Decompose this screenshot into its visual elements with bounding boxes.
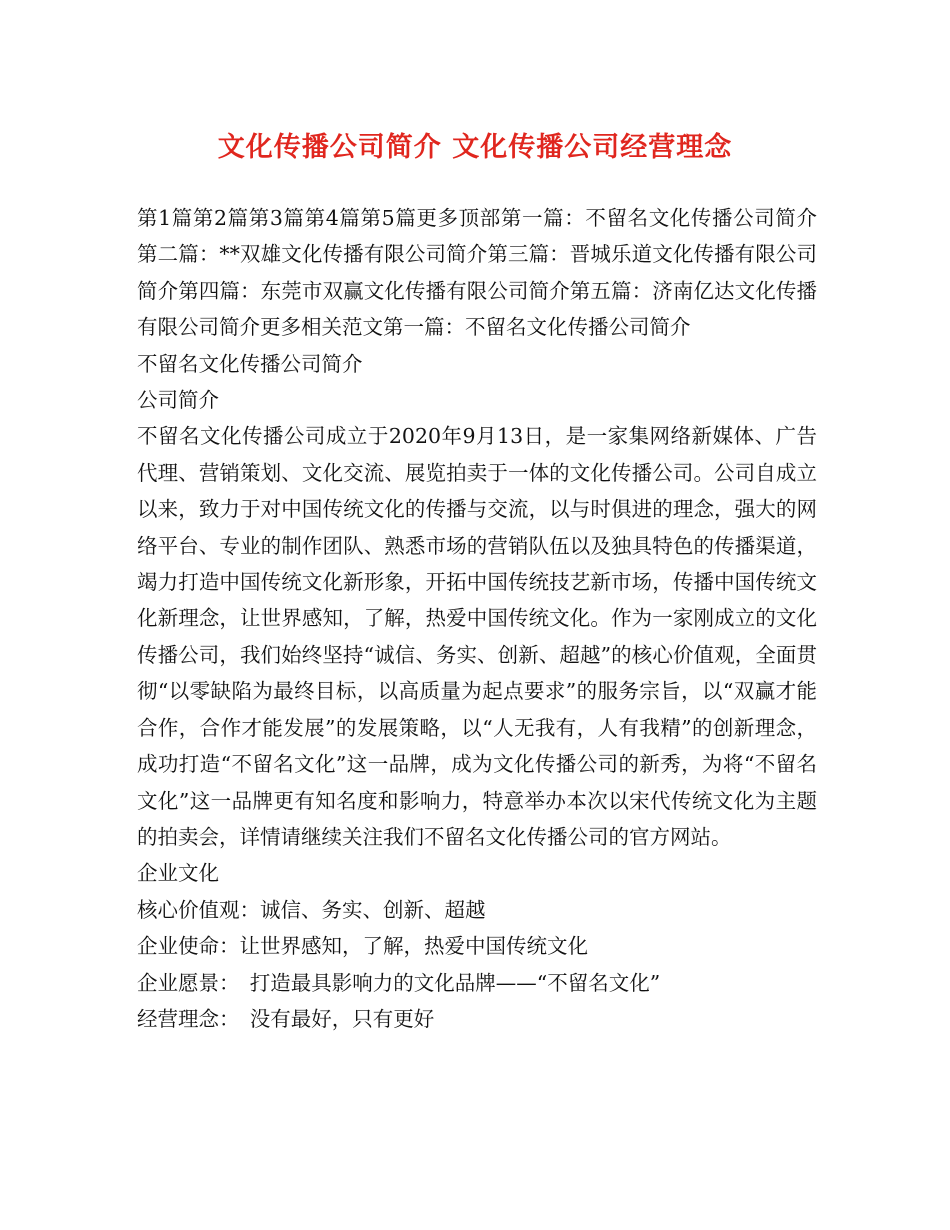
company-name-line: 不留名文化传播公司简介 <box>137 351 363 376</box>
vision-line: 企业愿景： 打造最具影响力的文化品牌——“不留名文化” <box>137 970 661 995</box>
company-profile-paragraph: 不留名文化传播公司成立于2020年9月13日，是一家集网络新媒体、广告代理、营销策划、文化交流、展览拍卖于一体的文化传播公司。公司自成立以来，致力于对中国传统文化的传播与交流，以与时俱进的理念，强大的网络平台、专业的制作团队、熟悉市场的营销队伍以及独具特色的传播渠道，竭力打造中国传统文化新形象，开拓中国传统技艺新市场，传播中国传统文化新理念，让世界感知，了解，热爱中国传统文化。作为一家刚成立的文化传播公司，我们始终坚持“诚信、务实、创新、超越”的核心价值观，全面贯彻“以零缺陷为最终目标，以高质量为起点要求”的服务宗旨，以“双赢才能合作，合作才能发展”的发展策略，以“人无我有，人有我精”的创新理念，成功打造“不留名文化”这一品牌，成为文化传播公司的新秀，为将“不留名文化”这一品牌更有知名度和影响力，特意举办本次以宋代传统文化为主题的拍卖会，详情请继续关注我们不留名文化传播公司的官方网站。 <box>137 424 817 849</box>
document-body <box>137 200 817 1037</box>
core-values-line: 核心价值观：诚信、务实、创新、超越 <box>137 897 486 922</box>
section-heading-company-profile: 公司简介 <box>137 388 219 413</box>
business-philosophy-line: 经营理念： 没有最好，只有更好 <box>137 1006 435 1031</box>
mission-line: 企业使命：让世界感知，了解，热爱中国传统文化 <box>137 934 588 959</box>
document-title: 文化传播公司简介 文化传播公司经营理念 <box>217 132 733 163</box>
section-heading-corporate-culture: 企业文化 <box>137 861 219 886</box>
intro-paragraph: 第1篇第2篇第3篇第4篇第5篇更多顶部第一篇：不留名文化传播公司简介第二篇：**双雄文化传播有限公司简介第三篇：晋城乐道文化传播有限公司简介第四篇：东莞市双赢文化传播有限公司简介第五篇：济南亿达文化传播有限公司简介更多相关范文第一篇：不留名文化传播公司简介 <box>137 206 817 340</box>
